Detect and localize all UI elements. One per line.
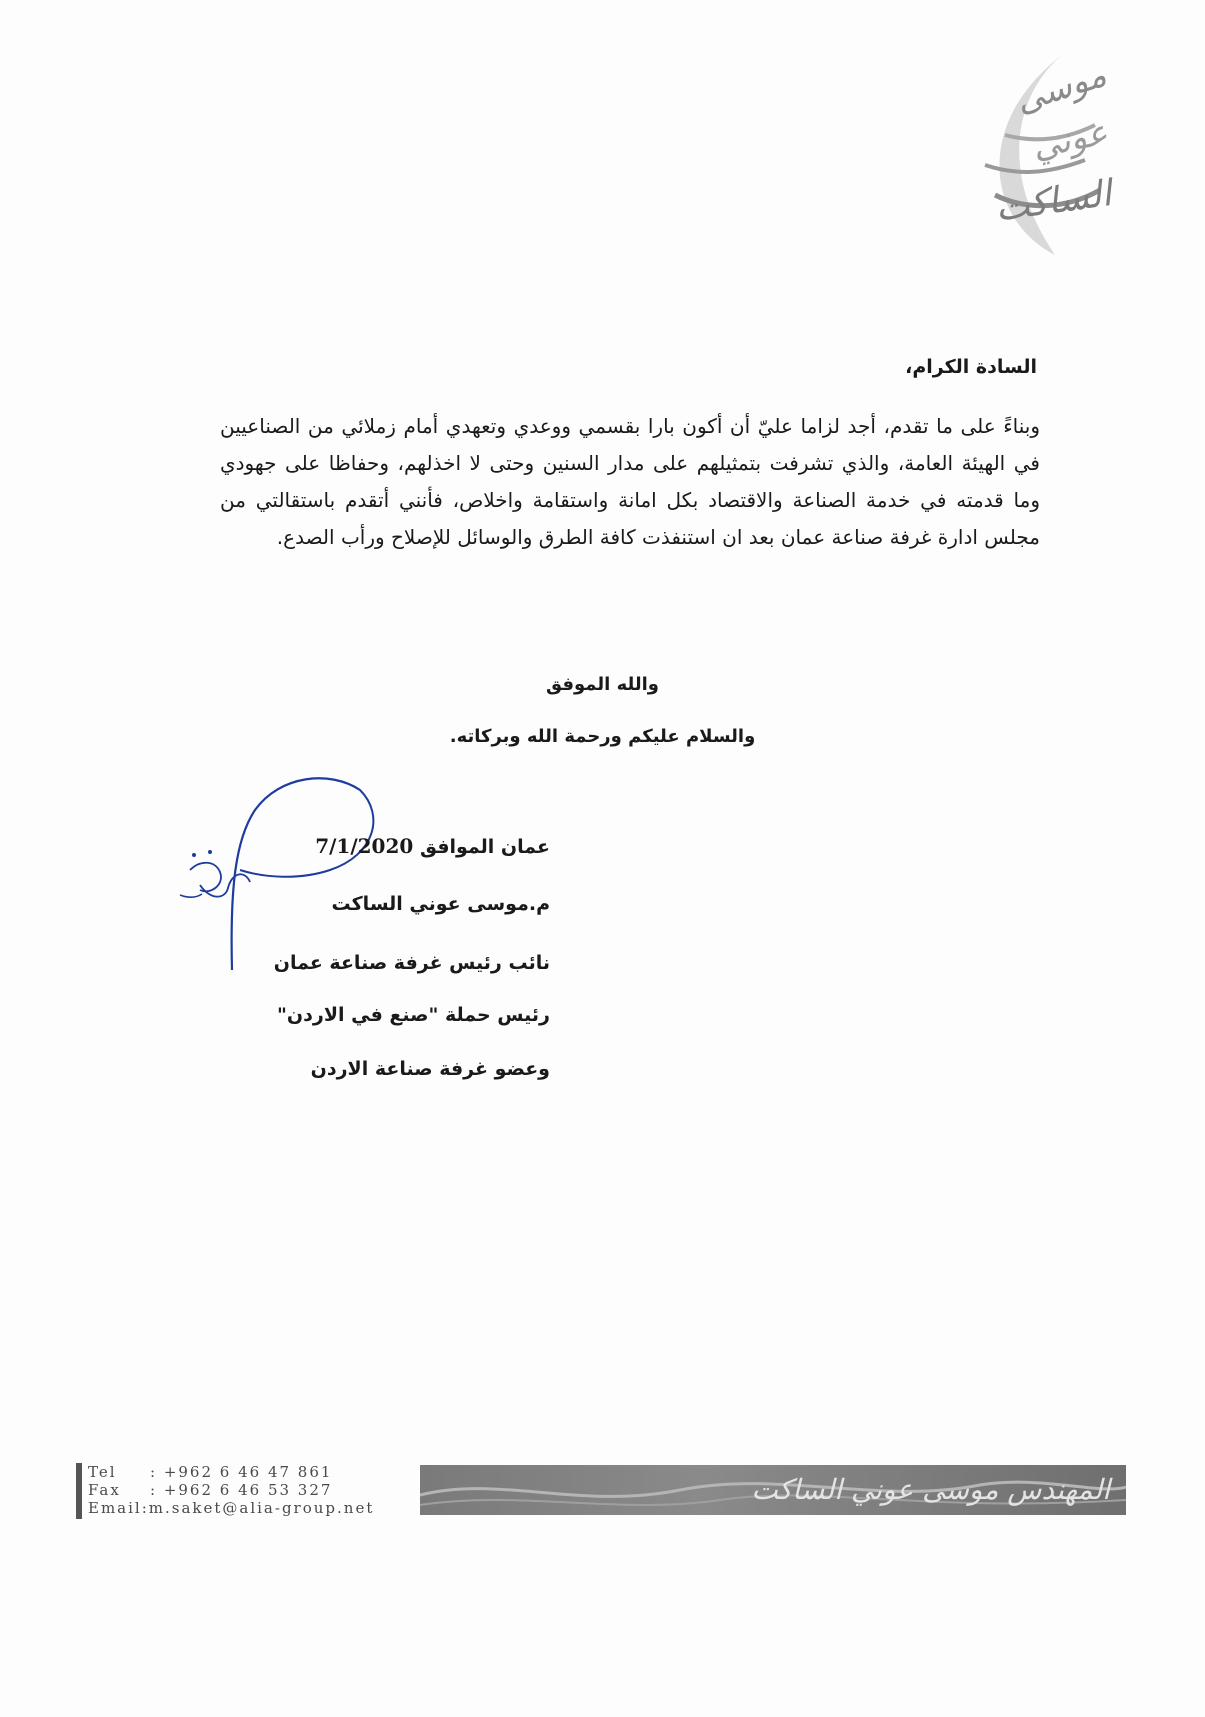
calligraphy-logo xyxy=(925,25,1115,275)
signer-title-3: وعضو غرفة صناعة الاردن xyxy=(310,1058,550,1080)
date-value: 7/1/2020 xyxy=(315,834,414,858)
signature-date-line xyxy=(315,834,550,858)
letterhead-footer xyxy=(76,1463,1126,1519)
svg-text:عوني: عوني xyxy=(1028,112,1112,168)
closing-line-1: والله الموفق xyxy=(546,674,659,695)
footer-band-text: المهندس موسى عوني الساكت xyxy=(751,1473,1110,1506)
footer-fax xyxy=(88,1481,416,1499)
salutation: السادة الكرام، xyxy=(905,356,1037,378)
calligraphy-logo-graphic xyxy=(925,25,1115,275)
svg-text:الساكت: الساكت xyxy=(992,173,1114,230)
email-label: Email xyxy=(88,1499,142,1517)
signer-title-1: نائب رئيس غرفة صناعة عمان xyxy=(273,952,550,974)
footer-calligraphy-band xyxy=(420,1465,1126,1515)
closing-line-2: والسلام عليكم ورحمة الله وبركاته. xyxy=(449,726,756,747)
date-label: عمان الموافق xyxy=(419,836,550,858)
fax-label: Fax xyxy=(88,1481,121,1499)
tel-label: Tel xyxy=(88,1463,117,1481)
email-value: :m.saket@alia-group.net xyxy=(141,1499,375,1517)
tel-value: : +962 6 46 47 861 xyxy=(150,1463,333,1481)
footer-contact-info xyxy=(76,1463,416,1519)
footer-email xyxy=(88,1499,416,1517)
fax-value: : +962 6 46 53 327 xyxy=(150,1481,333,1499)
footer-tel xyxy=(88,1463,416,1481)
signer-title-2: رئيس حملة "صنع في الاردن" xyxy=(277,1004,550,1026)
svg-text:موسى: موسى xyxy=(1010,54,1112,122)
signer-name: م.موسى عوني الساكت xyxy=(331,893,550,915)
letter-body: وبناءً على ما تقدم، أجد لزاما عليّ أن أكون بارا بقسمي ووعدي وتعهدي أمام زملائي من الصناعيين في الهيئة العامة، والذي تشرفت بتمثيلهم على مدار السنين وحتى لا اخذلهم، وحفاظا على جهودي وما قدمته في خدمة الصناعة والاقتصاد بكل امانة واستقامة واخلاص، فأنني أتقدم باستقالتي من مجلس ادارة غرفة صناعة عمان بعد ان استنفذت كافة الطرق والوسائل للإصلاح ورأب الصدع. xyxy=(220,414,1040,549)
